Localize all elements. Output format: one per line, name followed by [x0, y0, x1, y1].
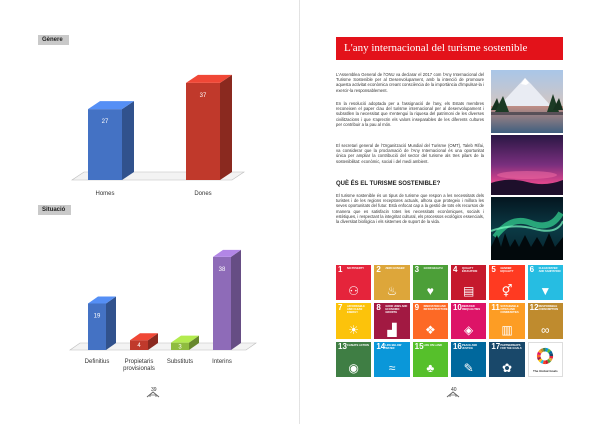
- sdg-grid: [336, 265, 563, 377]
- global-goals-logo-tile: [528, 342, 563, 377]
- sdg-label: INNOVATION AND INFRASTRUCTURE: [423, 305, 448, 312]
- page-title: L'any internacional del turisme sostenible: [336, 37, 563, 60]
- situacio-chart: [0, 210, 300, 390]
- sdg-tile-6: [528, 265, 563, 300]
- sdg-tile-4: [451, 265, 486, 300]
- sdg-tile-9: [413, 303, 448, 338]
- sdg-number: 3: [414, 265, 420, 274]
- global-goals-logo-text: The Global Goals: [532, 368, 558, 373]
- sdg-tile-2: [374, 265, 409, 300]
- sdg-number: 9: [414, 303, 420, 313]
- sdg-goal-icon: ▟: [387, 322, 397, 337]
- genere-bar: [88, 101, 134, 180]
- sdg-label: LIFE ON LAND: [423, 343, 442, 347]
- sdg-tile-1: [336, 265, 371, 300]
- sdg-goal-icon: ⚇: [348, 284, 360, 299]
- sdg-label: PEACE AND JUSTICE: [461, 343, 478, 350]
- situacio-category-label: Definitius: [84, 359, 110, 365]
- sdg-goal-icon: ⚥: [501, 284, 513, 299]
- sdg-number: 7: [338, 303, 343, 313]
- sdg-goal-icon: ≈: [388, 360, 396, 375]
- page-number-right: 40: [451, 387, 457, 393]
- sdg-goal-icon: ♨: [386, 284, 398, 299]
- sdg-tile-5: [489, 265, 524, 300]
- sdg-goal-icon: ☀: [348, 322, 360, 337]
- genere-chart: [0, 40, 300, 210]
- mountain-lake-photo: [491, 70, 563, 133]
- genere-category-label: Homes: [95, 191, 115, 197]
- sdg-label: AFFORDABLE AND CLEAN ENERGY: [347, 305, 365, 315]
- sdg-number: 16: [452, 341, 462, 351]
- purple-sunset-photo: [491, 135, 563, 195]
- page-number-left: 39: [151, 387, 157, 393]
- sdg-tile-3: [413, 265, 448, 300]
- genere-category-label: Dones: [194, 191, 212, 197]
- sdg-tile-7: [336, 303, 371, 338]
- sdg-number: 17: [491, 341, 501, 351]
- sdg-label: GENDER EQUALITY: [500, 267, 514, 273]
- sdg-tile-12: [528, 303, 563, 338]
- sdg-label: ZERO HUNGER: [385, 267, 405, 270]
- sdg-label: PARTNERSHIPS FOR THE GOALS: [500, 343, 522, 350]
- sdg-label: REDUCED INEQUALITIES: [461, 305, 481, 312]
- sdg-goal-icon: ❖: [424, 322, 436, 337]
- situacio-category-label: Substituts: [166, 359, 194, 365]
- sdg-number: 6: [529, 265, 535, 274]
- paragraph-2: En la resolució adoptada per a l'assignació de l'any, els Estats membres reconeixen el paper clau del turisme internacional per al desenvolupament i subratllen la necessitat que s'entengui la riquesa del patrimoni de les diverses civilitzacions i que s'aprecïin els valors inseparables de les diferents cultures per contribuir a la pau al món.: [336, 101, 484, 127]
- sdg-tile-11: [489, 303, 524, 338]
- sdg-goal-icon: ◈: [464, 322, 474, 337]
- sdg-number: 2: [376, 265, 381, 274]
- sdg-number: 10: [452, 303, 462, 313]
- genere-bar: [186, 75, 232, 180]
- genere-section-label: Gènere: [38, 35, 69, 45]
- sdg-number: 4: [452, 265, 458, 274]
- sdg-tile-13: [336, 342, 371, 377]
- situacio-bar: [88, 296, 116, 350]
- sdg-tile-10: [451, 303, 486, 338]
- sdg-number: 11: [491, 303, 500, 313]
- sdg-tile-17: [489, 342, 524, 377]
- sdg-goal-icon: ▼: [539, 284, 552, 299]
- sdg-goal-icon: ∞: [541, 322, 550, 337]
- sdg-label: LIFE BELOW WATER: [385, 343, 402, 350]
- sdg-goal-icon: ♣: [426, 360, 435, 375]
- sdg-goal-icon: ♥: [426, 284, 434, 299]
- paragraph-3: El secretari general de l'Organització Mundial del Turisme (OMT), Taleb Rifai, va considerar que la proclamació de l'Any Internacional és una oportunitat única per ampliar la contribució del sector del turisme als tres pilars de la sostenibilitat: econòmic, social i del medi ambient.: [336, 143, 484, 164]
- sdg-label: RESPONSIBLE CONSUMPTION: [538, 305, 559, 312]
- sdg-number: 12: [529, 303, 539, 313]
- sdg-tile-15: [413, 342, 448, 377]
- situacio-category-label: Interins: [212, 359, 232, 365]
- genere-value-label: 27: [101, 119, 109, 126]
- situacio-value-label: 3: [178, 344, 182, 351]
- sdg-label: GOOD HEALTH: [423, 267, 443, 270]
- global-goals-wheel-icon: [536, 347, 554, 365]
- aurora-photo: [491, 197, 563, 260]
- sdg-goal-icon: ▥: [501, 322, 513, 337]
- situacio-section-label: Situació: [38, 205, 71, 215]
- sdg-label: CLEAN WATER AND SANITATION: [538, 267, 561, 273]
- paragraph-4: El turisme sostenible és un tipus de turisme que respon a les necessitats dels turistes i de les regions receptores actuals, alhora que protegeix i millora les seves oportunitats del futur. Està enfocat cap a la gestió de tots els recursos de manera que es satisfacin totes les necessitats econòmiques, socials i estètiques, i respectant la integritat cultural, els processos ecològics essencials, la diversitat biològica i els sistemes de suport de la vida.: [336, 193, 484, 225]
- sdg-number: 15: [414, 341, 424, 351]
- sdg-goal-icon: ▤: [462, 284, 475, 299]
- sdg-label: CLIMATE ACTION: [347, 343, 369, 347]
- sdg-number: 5: [491, 265, 496, 274]
- sdg-goal-icon: ◉: [348, 360, 359, 375]
- sdg-number: 14: [376, 341, 386, 351]
- sdg-tile-16: [451, 342, 486, 377]
- sdg-label: SUSTAINABLE CITIES AND COMMUNITIES: [500, 305, 519, 315]
- genere-value-label: 37: [199, 92, 207, 99]
- situacio-category-label: Propietaris provisionals: [123, 359, 155, 372]
- situacio-bar: [213, 250, 241, 350]
- sdg-number: 8: [376, 303, 381, 313]
- sdg-label: NO POVERTY: [347, 267, 365, 270]
- situacio-value-label: 4: [137, 343, 141, 350]
- situacio-value-label: 19: [93, 313, 101, 320]
- sdg-number: 1: [338, 265, 343, 274]
- sdg-goal-icon: ✿: [501, 360, 513, 375]
- sdg-label: GOOD JOBS AND ECONOMIC GROWTH: [385, 305, 408, 315]
- sdg-number: 13: [338, 341, 347, 351]
- sdg-label: QUALITY EDUCATION: [461, 267, 478, 273]
- sdg-goal-icon: ✎: [463, 360, 474, 375]
- paragraph-1: L'Assemblea General de l'ONU va declarar el 2017 com l'Any Internacional del Turisme Sostenible per al Desenvolupament, amb la intenció de promoure aquesta activitat econòmica creant consciència de la importància d'impulsar-la i exercir-la responsablement.: [336, 72, 484, 93]
- sdg-tile-8: [374, 303, 409, 338]
- subheading: QUÈ ÉS EL TURISME SOSTENIBLE?: [336, 181, 441, 187]
- sdg-tile-14: [374, 342, 409, 377]
- situacio-value-label: 38: [218, 266, 226, 273]
